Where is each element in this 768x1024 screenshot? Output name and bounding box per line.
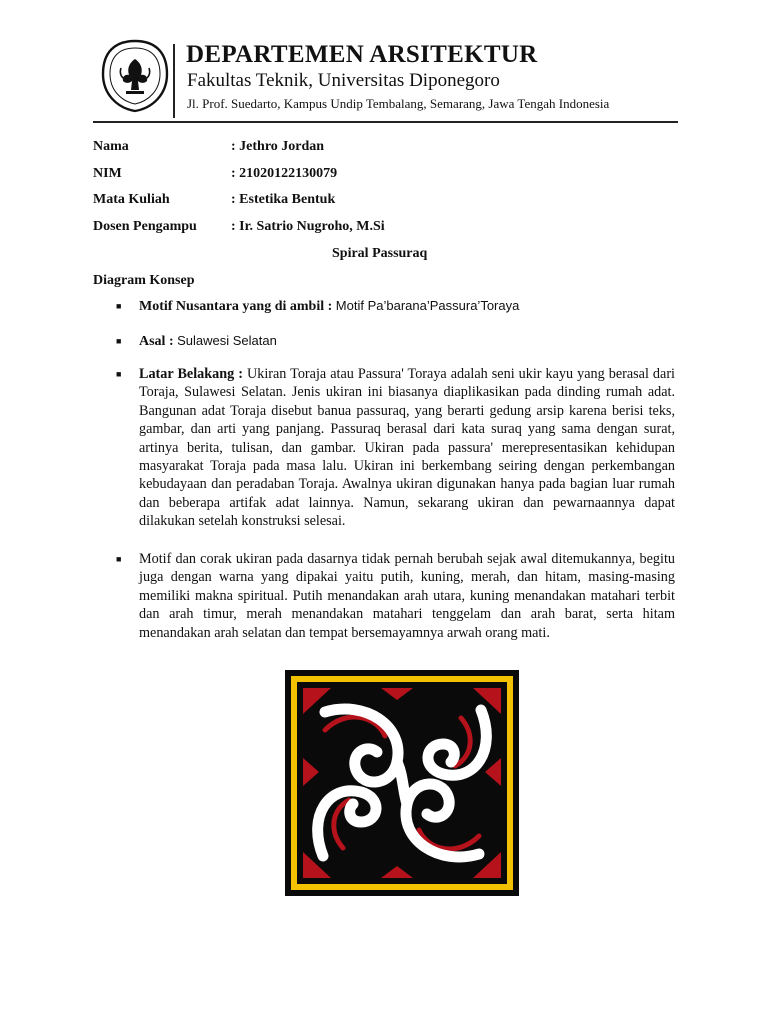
info-value-nim: : 21020122130079	[231, 166, 338, 181]
university-seal-logo	[99, 38, 171, 114]
bullet-latar-belakang	[139, 365, 675, 531]
bullet-asal-value: Sulawesi Selatan	[177, 333, 277, 348]
info-value-nama: : Jethro Jordan	[231, 139, 325, 154]
bullet-motif-value: Motif Pa’barana’Passura’Toraya	[335, 298, 520, 313]
square-bullet-icon: ■	[116, 554, 122, 564]
bullet-latar-label: Latar Belakang :	[139, 366, 243, 382]
info-value-dosen: : Ir. Satrio Nugroho, M.Si	[231, 219, 385, 234]
header-rule	[93, 121, 678, 123]
info-label-mata-kuliah: Mata Kuliah	[93, 192, 170, 207]
address-line: Jl. Prof. Suedarto, Kampus Undip Tembalang, Semarang, Jawa Tengah Indonesia	[187, 96, 610, 111]
square-bullet-icon: ■	[116, 369, 122, 379]
bullet-motif-corak: Motif dan corak ukiran pada dasarnya tidak pernah berubah sejak awal ditemukannya, begitu juga dengan warna yang dipakai yaitu putih, kuning, merah, dan hitam, masing-masing memiliki makna spiritual. Putih menandakan arah utara, kuning menandakan matahari terbit dan arah timur, merah menandakan matahari tenggelam dan arah barat, serta hitam menandakan arah selatan dan tempat bersemayamnya arwah orang mati.	[139, 551, 675, 641]
bullet-motif-label: Motif Nusantara yang di ambil :	[139, 299, 333, 314]
bullet-motif	[139, 298, 519, 315]
section-heading: Diagram Konsep	[93, 273, 195, 288]
bullet-asal-label: Asal :	[139, 334, 174, 349]
info-label-nama: Nama	[93, 139, 129, 154]
square-bullet-icon: ■	[116, 336, 122, 346]
department-title: DEPARTEMEN ARSITEKTUR	[186, 41, 538, 68]
info-label-nim: NIM	[93, 166, 122, 181]
header-divider-vertical	[173, 44, 175, 118]
square-bullet-icon: ■	[116, 301, 122, 311]
info-value-mata-kuliah: : Estetika Bentuk	[231, 192, 336, 207]
bullet-latar-text: Ukiran Toraja atau Passura' Toraya adalah seni ukir kayu yang berasal dari Toraja, Sulawesi Selatan. Jenis ukiran ini biasanya diaplikasikan pada dinding rumah adat. Bangunan adat Toraja disebut banua passuraq, yang berarti gedung arsip karena berisi teks, gambar, dan arti yang panjang. Passuraq berasal dari kata suraq yang sama dengan surat, artinya berita, tulisan, dan gambar. Ukiran pada passura' merepresentasikan kehidupan masyarakat Toraja pada masa lalu. Ukiran ini berkembang seiring dengan perkembangan kebudayaan dan peradaban Toraja. Awalnya ukiran digunakan hanya pada bagian luar rumah dan beberapa artifak adat lainnya. Namun, sekarang ukiran dan pewarnaannya dapat dilakukan setelah konstruksi selesai.	[139, 366, 675, 530]
toraja-passura-motif-image	[285, 670, 519, 896]
document-title: Spiral Passuraq	[332, 246, 428, 261]
faculty-name: Fakultas Teknik, Universitas Diponegoro	[187, 70, 500, 91]
bullet-asal	[139, 333, 277, 350]
info-label-dosen: Dosen Pengampu	[93, 219, 197, 234]
